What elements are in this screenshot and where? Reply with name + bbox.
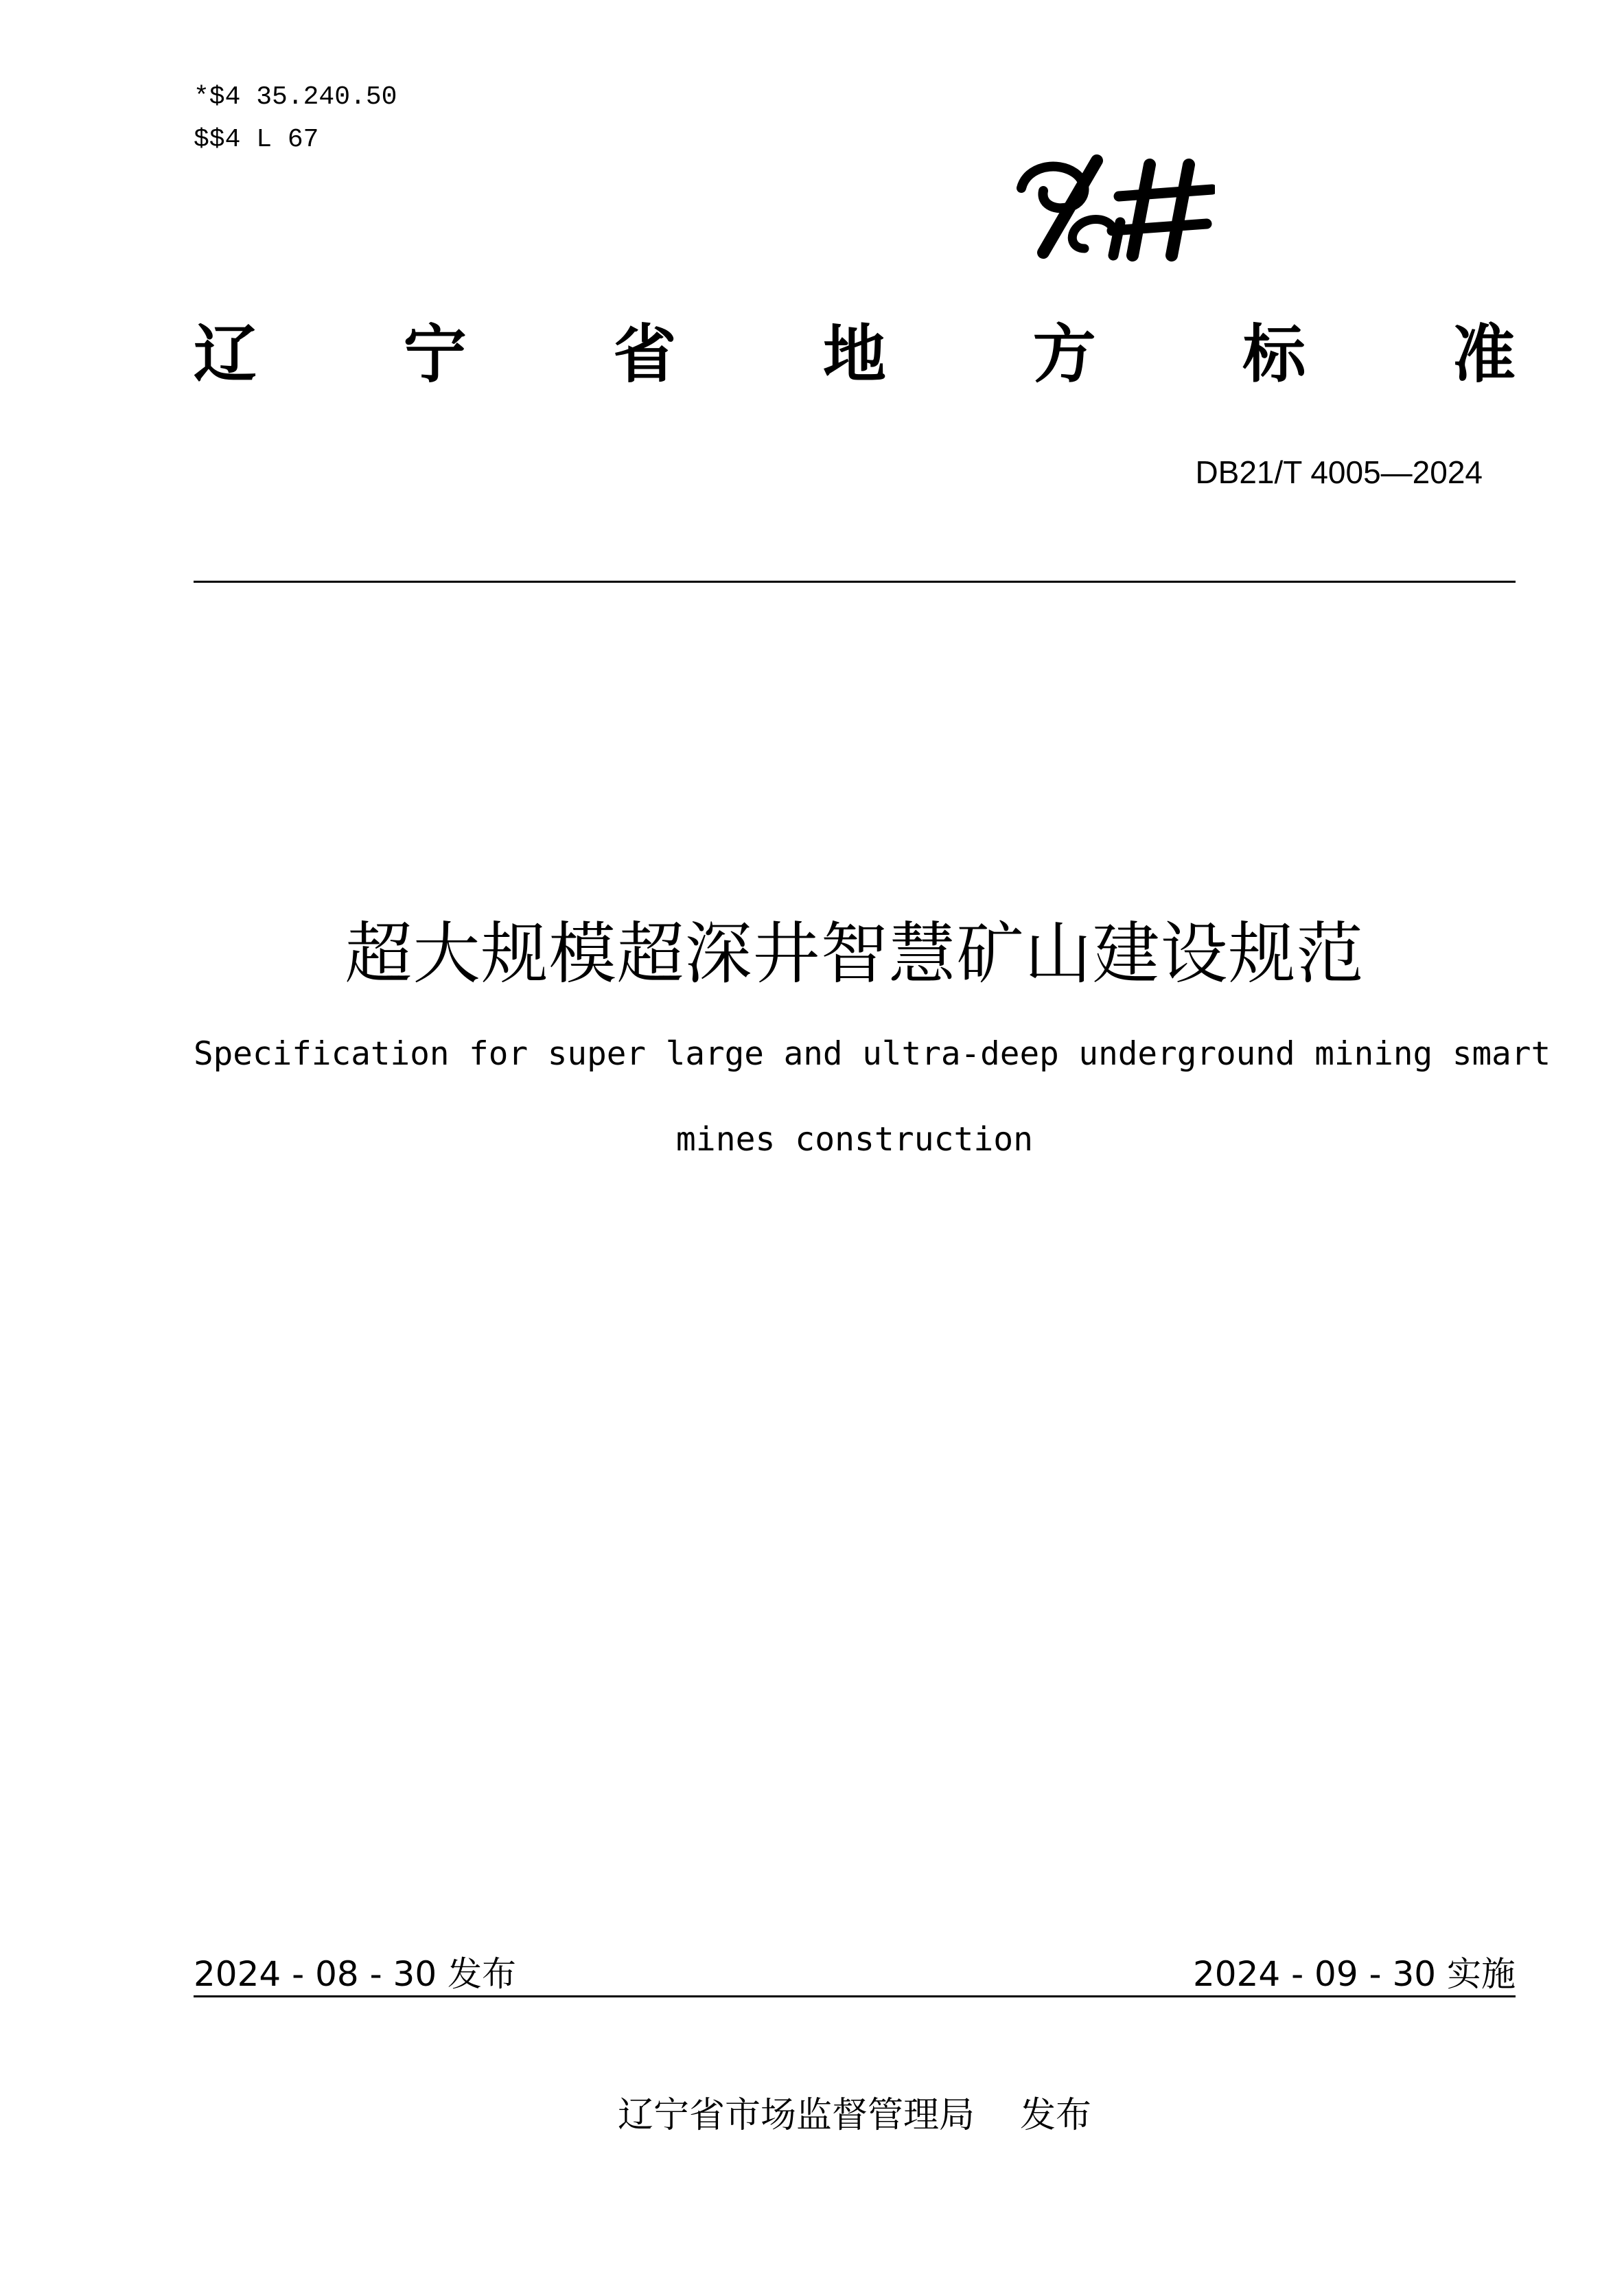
standard-type-char: 宁 [403, 318, 467, 391]
ics-code: *$4 35.240.50 [194, 82, 397, 112]
standard-type-char: 辽 [194, 318, 257, 391]
standard-type-char: 方 [1032, 318, 1096, 391]
document-title-en-line2: mines construction [675, 1120, 1034, 1159]
db-standard-logo-icon [1009, 146, 1215, 262]
date-divider [194, 1995, 1516, 1997]
publisher: 辽宁省市场监督管理局 发布 [617, 2095, 1092, 2136]
standard-number: DB21/T 4005—2024 [1195, 454, 1483, 490]
ccs-code: $$4 L 67 [194, 125, 319, 154]
standard-type-title [194, 317, 1516, 393]
standard-type-char: 地 [822, 318, 886, 391]
issue-date: 2024 - 08 - 30 发布 [194, 1954, 517, 1994]
implementation-date: 2024 - 09 - 30 实施 [1192, 1954, 1516, 1994]
standard-type-char: 标 [1242, 318, 1306, 391]
document-title-en-line1: Specification for super large and ultra-deep underground mining smart [194, 1035, 1551, 1073]
document-title-zh: 超大规模超深井智慧矿山建设规范 [345, 915, 1365, 993]
header-divider [194, 581, 1516, 583]
standard-type-char: 省 [613, 318, 677, 391]
standard-type-char: 准 [1452, 318, 1516, 391]
